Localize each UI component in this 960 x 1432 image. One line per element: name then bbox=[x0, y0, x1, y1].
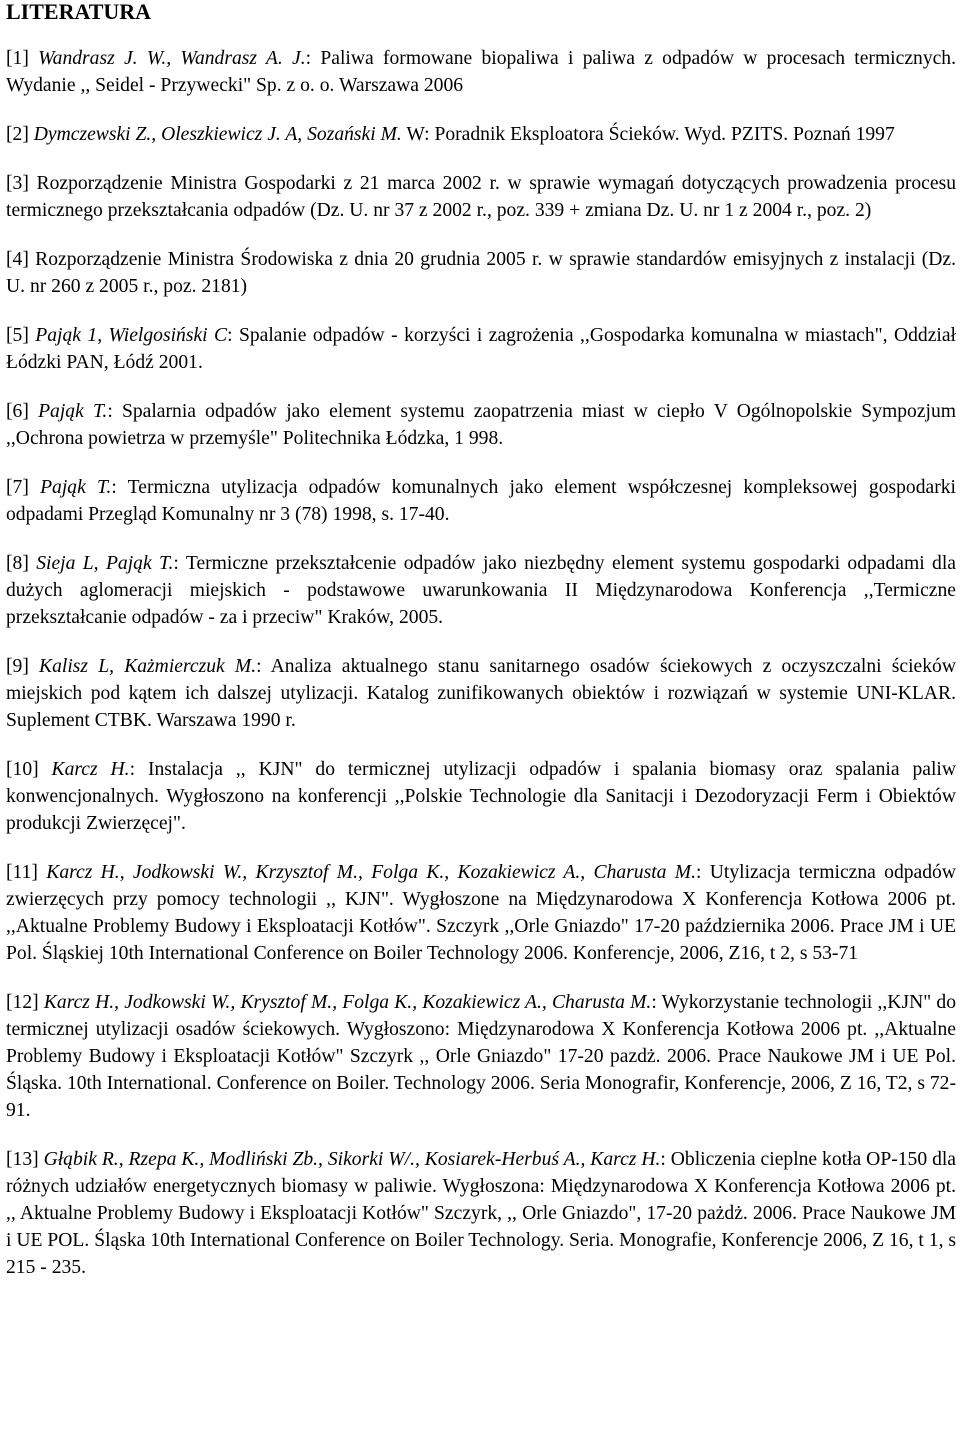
reference-item bbox=[6, 170, 956, 224]
reference-text: Instalacja ,, KJN" do termicznej utylizacji odpadów i spalania biomasy oraz spalania paliw konwencjonalnych. Wygłoszono na konferencji ,,Polskie Technologie dla Sanitacji i Dezodoryzacji Ferm i Obiektów produkcji Zwierzęcej". bbox=[6, 759, 956, 834]
reference-item bbox=[6, 398, 956, 452]
reference-number: [2] bbox=[6, 124, 34, 145]
reference-authors: Karcz H., Jodkowski W., Krysztof M., Folga K., Kozakiewicz A., Charusta M. bbox=[43, 992, 652, 1013]
reference-authors: Pająk 1, Wielgosiński C bbox=[35, 325, 228, 346]
page-title: LITERATURA bbox=[6, 0, 152, 24]
reference-item bbox=[6, 474, 956, 528]
reference-separator: : bbox=[305, 48, 321, 69]
reference-number: [12] bbox=[6, 992, 44, 1013]
reference-text: Termiczna utylizacja odpadów komunalnych jako element współczesnej kompleksowej gospodarki odpadami Przegląd Komunalny nr 3 (78) 1998, s. 17-40. bbox=[6, 477, 956, 525]
reference-number: [1] bbox=[6, 48, 39, 69]
reference-text: Obliczenia cieplne kotła OP-150 dla różnych udziałów energetycznych biomasy w paliwie. Wygłoszona: Międzynarodowa X Konferencja Kotłowa 2006 pt. ,, Aktualne Problemy Budowy i Eksploatacji Kotłów" Szczyrk, ,, Orle Gniazdo", 17-20 pażdż. 2006. Prace Naukowe JM i UE POL. Śląska 10th International Conference on Boiler Technology. Seria. Monografie, Konferencje 2006, Z 16, t 1, s 215 - 235. bbox=[6, 1149, 957, 1278]
reference-number: [13] bbox=[6, 1149, 44, 1170]
reference-item bbox=[6, 1146, 956, 1281]
reference-separator: : bbox=[111, 477, 128, 498]
reference-item bbox=[6, 322, 956, 376]
reference-authors: Kalisz L, Każmierczuk M. bbox=[39, 656, 257, 677]
reference-item bbox=[6, 246, 956, 300]
reference-text: Analiza aktualnego stanu sanitarnego osadów ściekowych z oczyszczalni ścieków miejskich pod kątem ich dalszej utylizacji. Katalog zunifikowanych obiektów i rozwiązań w systemie UNI-KLAR. Suplement CTBK. Warszawa 1990 r. bbox=[6, 656, 956, 731]
reference-separator: : bbox=[129, 759, 148, 780]
reference-authors: Głąbik R., Rzepa K., Modliński Zb., Sikorki W/., Kosiarek-Herbuś A., Karcz H. bbox=[43, 1149, 661, 1170]
reference-separator: : bbox=[107, 401, 122, 422]
reference-authors: Karcz H. bbox=[51, 759, 130, 780]
reference-number: [4] bbox=[6, 249, 36, 270]
reference-number: [9] bbox=[6, 656, 40, 677]
reference-separator: : bbox=[227, 325, 239, 346]
reference-authors: Wandrasz J. W., Wandrasz A. J. bbox=[38, 48, 306, 69]
reference-item bbox=[6, 121, 956, 148]
reference-text: Rozporządzenie Ministra Gospodarki z 21 marca 2002 r. w sprawie wymagań dotyczących prowadzenia procesu termicznego przekształcania odpadów (Dz. U. nr 37 z 2002 r., poz. 339 + zmiana Dz. U. nr 1 z 2004 r., poz. 2) bbox=[6, 173, 956, 221]
reference-text: Spalanie odpadów - korzyści i zagrożenia ,,Gospodarka komunalna w miastach", Oddział Łódzki PAN, Łódź 2001. bbox=[6, 325, 956, 373]
reference-item bbox=[6, 859, 956, 967]
reference-text: Wykorzystanie technologii ,,KJN" do termicznej utylizacji osadów ściekowych. Wygłoszono: Międzynarodowa X Konferencja Kotłowa 2006 pt. ,,Aktualne Problemy Budowy i Eksploatacji Kotłów" Szczyrk ,, Orle Gniazdo" 17-20 pazdż. 2006. Prace Naukowe JM i UE Pol. Śląska. 10th International. Conference on Boiler. Technology 2006. Seria Monografir, Konferencje, 2006, Z 16, T2, s 72-91. bbox=[6, 992, 956, 1121]
reference-number: [8] bbox=[6, 553, 37, 574]
reference-item bbox=[6, 45, 956, 99]
reference-text: Utylizacja termiczna odpadów zwierzęcych przy pomocy technologii ,, KJN". Wygłoszone na Międzynarodowa X Konferencja Kotłowa 2006 pt. ,,Aktualne Problemy Budowy i Eksploatacji Kotłów". Szczyrk ,,Orle Gniazdo" 17-20 października 2006. Prace JM i UE Pol. Śląskiej 10th International Conference on Boiler Technology 2006. Konferencje, 2006, Z16, t 2, s 53-71 bbox=[6, 862, 956, 964]
reference-list bbox=[6, 45, 956, 1281]
reference-authors: Pająk T. bbox=[38, 401, 108, 422]
reference-text: Paliwa formowane biopaliwa i paliwa z odpadów w procesach termicznych. Wydanie ,, Seidel - Przywecki" Sp. z o. o. Warszawa 2006 bbox=[6, 48, 957, 96]
reference-item bbox=[6, 550, 956, 631]
reference-text: Spalarnia odpadów jako element systemu zaopatrzenia miast w ciepło V Ogólnopolskie Sympozjum ,,Ochrona powietrza w przemyśle" Politechnika Łódzka, 1 998. bbox=[6, 401, 957, 449]
reference-separator: : bbox=[256, 656, 271, 677]
reference-separator: : bbox=[173, 553, 186, 574]
reference-authors: Pająk T. bbox=[40, 477, 112, 498]
reference-item bbox=[6, 653, 956, 734]
reference-number: [6] bbox=[6, 401, 39, 422]
document-page bbox=[6, 0, 956, 1281]
reference-number: [5] bbox=[6, 325, 36, 346]
reference-authors: Sieja L, Pająk T. bbox=[36, 553, 174, 574]
reference-number: [7] bbox=[6, 477, 41, 498]
reference-text: W: Poradnik Eksploatora Ścieków. Wyd. PZITS. Poznań 1997 bbox=[406, 124, 895, 145]
reference-number: [3] bbox=[6, 173, 37, 194]
reference-text: Rozporządzenie Ministra Środowiska z dnia 20 grudnia 2005 r. w sprawie standardów emisyjnych z instalacji (Dz. U. nr 260 z 2005 r., poz. 2181) bbox=[6, 249, 956, 297]
reference-text: Termiczne przekształcenie odpadów jako niezbędny element systemu gospodarki odpadami dla dużych aglomeracji miejskich - podstawowe uwarunkowania II Międzynarodowa Konferencja ,,Termiczne przekształcanie odpadów - za i przeciw" Kraków, 2005. bbox=[6, 553, 956, 628]
reference-authors: Karcz H., Jodkowski W., Krzysztof M., Folga K., Kozakiewicz A., Charusta M. bbox=[46, 862, 697, 883]
reference-authors: Dymczewski Z., Oleszkiewicz J. A, Sozański M. bbox=[33, 124, 402, 145]
reference-item bbox=[6, 756, 956, 837]
reference-separator: : bbox=[651, 992, 662, 1013]
reference-separator: : bbox=[696, 862, 710, 883]
reference-number: [11] bbox=[6, 862, 47, 883]
reference-separator: : bbox=[660, 1149, 671, 1170]
reference-number: [10] bbox=[6, 759, 52, 780]
reference-item bbox=[6, 989, 956, 1124]
